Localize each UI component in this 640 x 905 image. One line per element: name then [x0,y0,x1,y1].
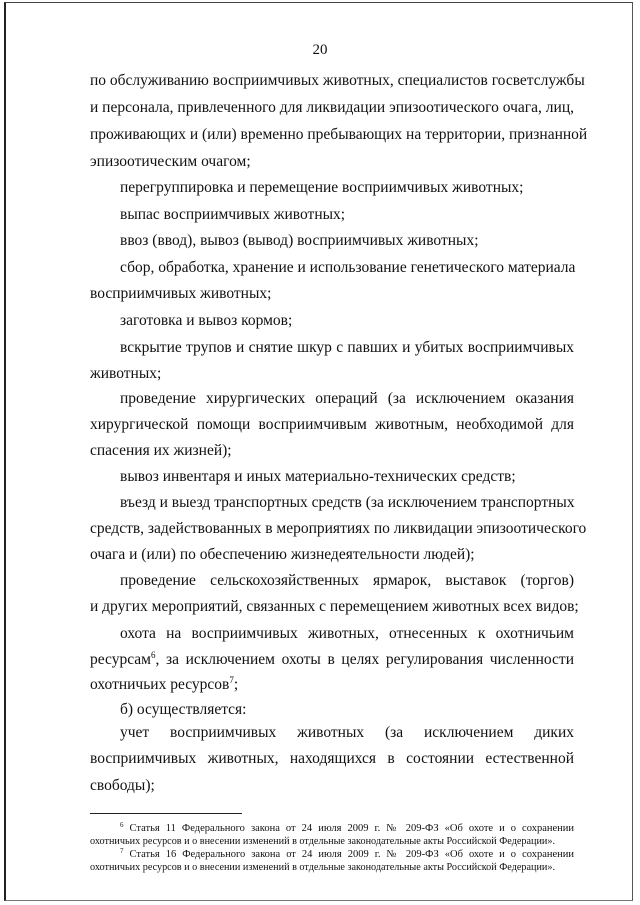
footnote-ref-6[interactable]: 6 [150,650,156,660]
footnote-text: Статья 11 Федерального закона от 24 июля 2009 г. № 209-ФЗ «Об охоте и о сохранении [129,823,575,834]
footnote-7-line-2: охотничьих ресурсов и о внесении изменений в отдельные законодательные акты Российской Федерации». [90,862,556,873]
text-line: средств, задействованных в мероприятиях по ликвидации эпизоотического [90,520,587,537]
text-line: вывоз инвентаря и иных материально-технических средств; [120,468,516,485]
text-line: выпас восприимчивых животных; [120,206,346,223]
footnote-6-line-2: охотничьих ресурсов и о внесении изменений в отдельные законодательные акты Российской Федерации». [90,836,556,847]
text-fragment: ; [233,676,239,693]
text-line: спасения их жизней); [90,442,232,459]
text-line: очага и (или) по обеспечению жизнедеятельности людей); [90,546,475,563]
text-line: восприимчивых животных, находящихся в состоянии естественной [90,750,574,767]
text-line: въезд и выезд транспортных средств (за исключением транспортных [120,494,575,511]
text-line: и других мероприятий, связанных с перемещением животных всех видов; [90,598,579,615]
text-line: б) осуществляется: [120,701,247,718]
text-line [90,675,574,695]
text-line: вскрытие трупов и снятие шкур с павших и убитых восприимчивых [120,339,574,356]
text-line: заготовка и вывоз кормов; [120,312,293,329]
text-fragment: охотничьих ресурсов [90,676,230,693]
text-line: по обслуживанию восприимчивых животных, специалистов госветслужбы [90,72,585,89]
text-line: учет восприимчивых животных (за исключением диких [120,724,574,741]
text-line [90,650,574,670]
text-line: проведение хирургических операций (за исключением оказания [120,390,574,407]
footnote-7-line-1 [120,848,574,861]
text-line: эпизоотическим очагом; [90,153,251,170]
text-line: охота на восприимчивых животных, отнесенных к охотничьим [120,625,574,642]
text-line: хирургической помощи восприимчивым животным, необходимой для [90,416,574,433]
text-line: восприимчивых животных; [90,285,272,302]
footnote-text: Статья 16 Федерального закона от 24 июля 2009 г. № 209-ФЗ «Об охоте и о сохранении [129,849,575,860]
text-line: проживающих и (или) временно пребывающих на территории, признанной [90,126,588,143]
footnote-ref-7[interactable]: 7 [229,675,234,685]
text-fragment: ресурсам [90,651,151,668]
text-line: ввоз (ввод), вывоз (вывод) восприимчивых животных; [120,232,479,249]
text-line: перегруппировка и перемещение восприимчивых животных; [120,179,524,196]
text-line: свободы); [90,777,155,794]
text-line: животных; [90,365,162,382]
text-line: проведение сельскохозяйственных ярмарок, выставок (торгов) [120,572,574,589]
footnote-6-line-1 [120,822,574,835]
footnote-divider [90,813,242,814]
footnote-mark: 6 [120,821,124,829]
text-line: сбор, обработка, хранение и использование генетического материала [120,259,576,276]
text-fragment: , за исключением охоты в целях регулирования численности [155,651,574,668]
footnote-mark: 7 [120,847,124,855]
text-line: и персонала, привлеченного для ликвидации эпизоотического очага, лиц, [90,99,574,116]
page-number: 20 [312,42,328,58]
